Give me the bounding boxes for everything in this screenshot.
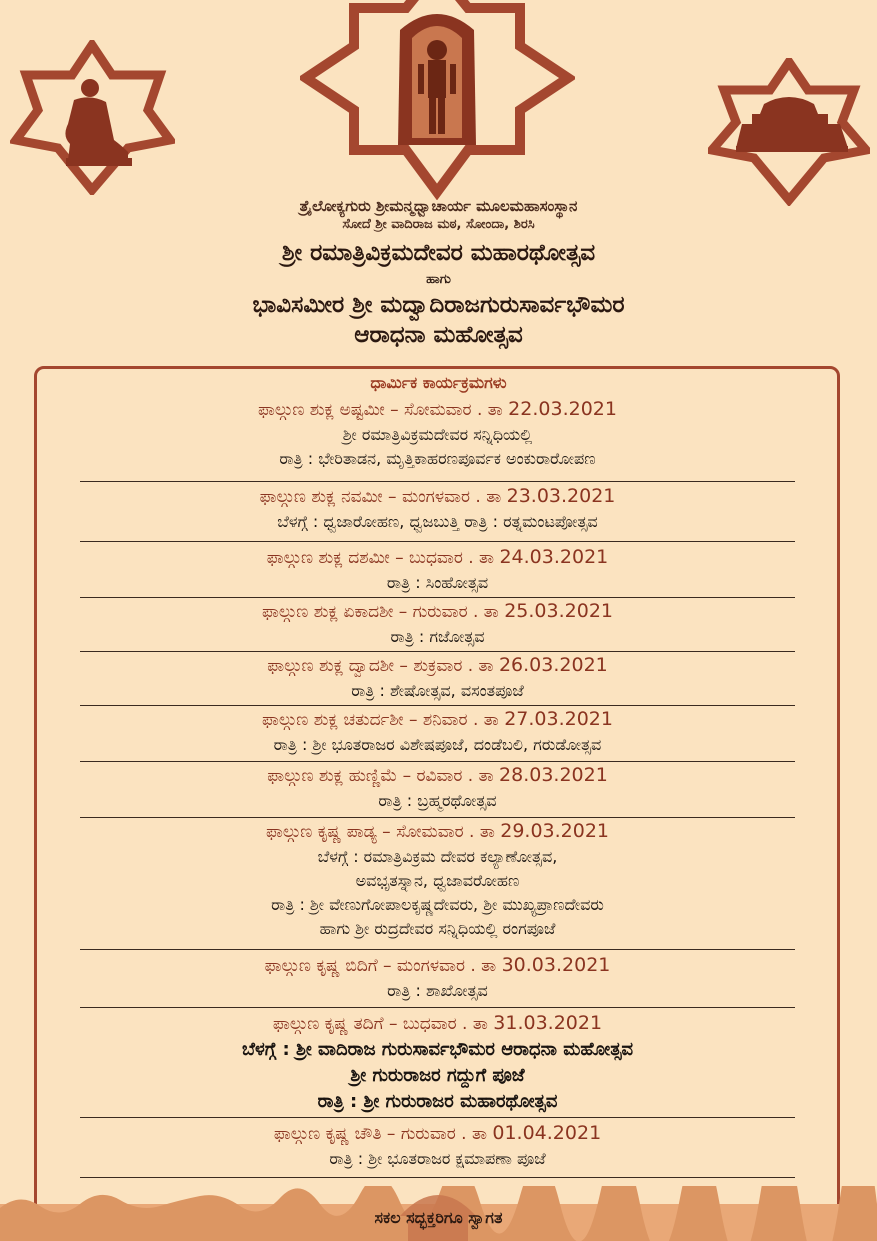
event-day: ಫಾಲ್ಗುಣ ಕೃಷ್ಣ ಚೌತಿ – ಗುರುವಾರ . ತಾ	[273, 1124, 487, 1144]
event-detail: ರಾತ್ರಿ : ಶಾಖೋತ್ಸವ	[387, 981, 488, 1000]
event-detail: ರಾತ್ರಿ : ಶ್ರೀ ಭೂತರಾಜರ ಕ್ಷಮಾಪಣಾ ಪೂಜೆ	[329, 1149, 546, 1168]
event-detail: ರಾತ್ರಿ : ಶ್ರೀ ವೇಣುಗೋಪಾಲಕೃಷ್ಣದೇವರು, ಶ್ರೀ ಮುಖ್ಯಪ್ರಾಣದೇವರು	[271, 895, 604, 914]
event-date-line	[80, 396, 795, 423]
event-day: ಫಾಲ್ಗುಣ ಶುಕ್ಲ ಚತುರ್ದಶೀ – ಶನಿವಾರ . ತಾ	[262, 710, 499, 730]
title-conjunction: ಹಾಗು	[426, 272, 451, 287]
event-detail: ಹಾಗು ಶ್ರೀ ರುದ್ರದೇವರ ಸನ್ನಿಧಿಯಲ್ಲಿ ರಂಗಪೂಜೆ	[319, 919, 556, 938]
event-date-line	[80, 1010, 795, 1037]
event-date-line	[80, 1120, 795, 1147]
event-day: ಫಾಲ್ಗುಣ ಕೃಷ್ಣ ಬಿದಿಗೆ – ಮಂಗಳವಾರ . ತಾ	[264, 956, 497, 976]
event-item	[80, 396, 795, 482]
organization-name: ತ್ರೈಲೋಕ್ಯಗುರು ಶ್ರೀಮನ್ಮಧ್ವಾಚಾರ್ಯ ಮೂಲಮಹಾಸಂಸ್ಥಾನ	[299, 197, 578, 215]
event-date-line	[80, 762, 795, 789]
event-detail: ರಾತ್ರಿ : ಬ್ರಹ್ಮರಥೋತ್ಸವ	[378, 791, 497, 810]
event-detail: ಬೆಳಗ್ಗೆ : ರಮಾತ್ರಿವಿಕ್ರಮ ದೇವರ ಕಲ್ಯಾಣೋತ್ಸವ,	[317, 847, 558, 866]
divider	[80, 1007, 795, 1008]
left-star-emblem	[10, 40, 175, 195]
event-day: ಫಾಲ್ಗುಣ ಕೃಷ್ಣ ಪಾಡ್ಯ – ಸೋಮವಾರ . ತಾ	[265, 822, 495, 842]
event-date: 01.04.2021	[492, 1122, 602, 1144]
event-detail: ಬೆಳಗ್ಗೆ : ಧ್ವಜಾರೋಹಣ, ಧ್ವಜಬುತ್ತಿ ರಾತ್ರಿ : ರತ್ನಮಂಟಪೋತ್ಸವ	[277, 512, 598, 531]
event-detail: ಶ್ರೀ ಗುರುರಾಜರ ಗದ್ದುಗೆ ಪೂಜೆ	[350, 1065, 525, 1086]
event-detail: ರಾತ್ರಿ : ಶೇಷೋತ್ಸವ, ವಸಂತಪೂಜೆ	[351, 681, 524, 700]
event-date-line	[80, 706, 795, 733]
divider	[80, 949, 795, 950]
event-item	[80, 706, 795, 762]
event-item	[80, 762, 795, 818]
event-item	[80, 952, 795, 1008]
event-detail: ರಾತ್ರಿ : ಭೇರಿತಾಡನ, ಮೃತ್ತಿಕಾಹರಣಪೂರ್ವಕ ಅಂಕುರಾರೋಪಣ	[279, 449, 596, 468]
event-date: 24.03.2021	[499, 546, 609, 568]
saint-figure-icon	[65, 79, 132, 166]
event-day: ಫಾಲ್ಗುಣ ಶುಕ್ಲ ಅಷ್ಟಮೀ – ಸೋಮವಾರ . ತಾ	[258, 400, 503, 420]
event-day: ಫಾಲ್ಗುಣ ಶುಕ್ಲ ನವಮೀ – ಮಂಗಳವಾರ . ತಾ	[259, 487, 502, 507]
event-day: ಫಾಲ್ಗುಣ ಶುಕ್ಲ ದ್ವಾದಶೀ – ಶುಕ್ರವಾರ . ತಾ	[267, 656, 494, 676]
event-date-line	[80, 483, 795, 510]
event-detail: ಶ್ರೀ ರಮಾತ್ರಿವಿಕ್ರಮದೇವರ ಸನ್ನಿಧಿಯಲ್ಲಿ	[342, 425, 533, 444]
event-day: ಫಾಲ್ಗುಣ ಶುಕ್ಲ ದಶಮೀ – ಬುಧವಾರ . ತಾ	[266, 548, 495, 568]
event-item	[80, 1120, 795, 1178]
event-date: 28.03.2021	[499, 764, 608, 786]
event-detail: ಬೆಳಗ್ಗೆ : ಶ್ರೀ ವಾದಿರಾಜ ಗುರುಸಾರ್ವಭೌಮರ ಆರಾಧನಾ ಮಹೋತ್ಸವ	[241, 1039, 634, 1060]
event-item	[80, 483, 795, 542]
event-detail: ರಾತ್ರಿ : ಶ್ರೀ ಗುರುರಾಜರ ಮಹಾರಥೋತ್ಸವ	[317, 1091, 558, 1112]
event-date: 25.03.2021	[504, 600, 613, 622]
event-item	[80, 652, 795, 706]
right-star-emblem	[708, 58, 870, 206]
divider	[80, 541, 795, 542]
welcome-message: ಸಕಲ ಸದ್ಭಕ್ತರಿಗೂ ಸ್ವಾಗತ	[374, 1208, 503, 1227]
shrine-icon	[736, 97, 848, 152]
event-date-line	[80, 598, 795, 625]
organization-location: ಸೋದೆ ಶ್ರೀ ವಾದಿರಾಜ ಮಠ, ಸೋಂದಾ, ಶಿರಸಿ	[342, 217, 535, 232]
event-date: 30.03.2021	[501, 954, 611, 976]
event-subtitle-2: ಆರಾಧನಾ ಮಹೋತ್ಸವ	[354, 322, 523, 348]
event-item	[80, 544, 795, 598]
event-date: 26.03.2021	[498, 654, 608, 676]
divider	[80, 1117, 795, 1118]
event-date: 29.03.2021	[500, 820, 610, 842]
event-detail: ರಾತ್ರಿ : ಗಜೋತ್ಸವ	[390, 627, 485, 646]
event-date-line	[80, 544, 795, 571]
event-date-line	[80, 952, 795, 979]
event-day: ಫಾಲ್ಗುಣ ಶುಕ್ಲ ಹುಣ್ಣಿಮೆ – ರವಿವಾರ . ತಾ	[267, 766, 494, 786]
event-detail: ಅವಭೃತಸ್ನಾನ, ಧ್ವಜಾವರೋಹಣ	[355, 871, 520, 890]
event-day: ಫಾಲ್ಗುಣ ಶುಕ್ಲ ಏಕಾದಶೀ – ಗುರುವಾರ . ತಾ	[262, 602, 499, 622]
event-item	[80, 1010, 795, 1118]
event-date: 23.03.2021	[506, 485, 616, 507]
event-detail: ರಾತ್ರಿ : ಸಿಂಹೋತ್ಸವ	[386, 573, 489, 592]
event-item	[80, 818, 795, 950]
event-day: ಫಾಲ್ಗುಣ ಕೃಷ್ಣ ತದಿಗೆ – ಬುಧವಾರ . ತಾ	[272, 1014, 488, 1034]
program-heading: ಧಾರ್ಮಿಕ ಕಾರ್ಯಕ್ರಮಗಳು	[370, 373, 507, 392]
header	[0, 196, 877, 350]
event-detail: ರಾತ್ರಿ : ಶ್ರೀ ಭೂತರಾಜರ ವಿಶೇಷಪೂಜೆ, ದಂಡೆಬಲಿ, ಗರುಡೋತ್ಸವ	[273, 735, 602, 754]
event-subtitle: ಭಾವಿಸಮೀರ ಶ್ರೀ ಮದ್ವಾದಿರಾಜಗುರುಸಾರ್ವಭೌಮರ	[252, 292, 625, 318]
divider	[80, 1177, 795, 1178]
event-date-line	[80, 652, 795, 679]
event-date: 31.03.2021	[493, 1012, 603, 1034]
deity-figure-icon	[398, 14, 476, 145]
event-date-line	[80, 818, 795, 845]
event-item	[80, 598, 795, 652]
event-title: ಶ್ರೀ ರಮಾತ್ರಿವಿಕ್ರಮದೇವರ ಮಹಾರಥೋತ್ಸವ	[281, 240, 596, 266]
center-star-emblem	[300, 0, 575, 200]
divider	[80, 481, 795, 482]
event-date: 27.03.2021	[504, 708, 613, 730]
event-date: 22.03.2021	[508, 398, 617, 420]
